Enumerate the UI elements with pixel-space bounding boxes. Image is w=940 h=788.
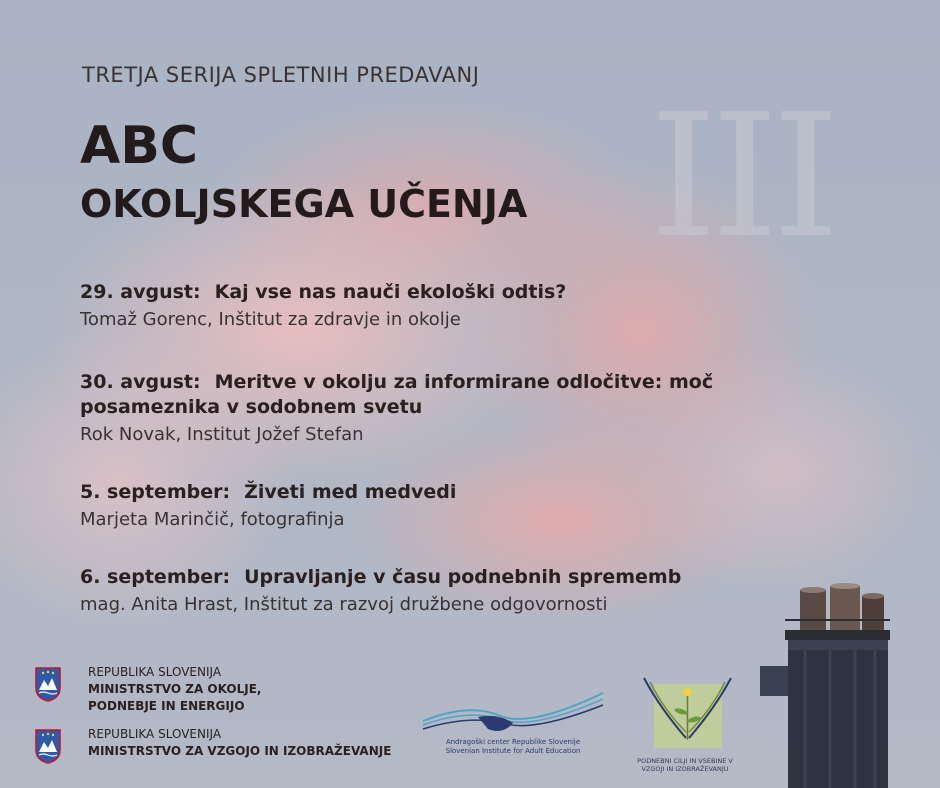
event-topic: Kaj vse nas nauči ekološki odtis? — [214, 281, 567, 303]
ministry-environment — [34, 664, 408, 715]
event-topic: Meritve v okolju za informirane odločitve: moč posameznika v sodobnem svetu — [80, 371, 714, 418]
roman-numeral-watermark: III — [650, 78, 834, 276]
acs-caption-line: Andragoški center Republike Slovenije — [445, 738, 581, 746]
ministry-line: MINISTRSTVO ZA OKOLJE, — [88, 682, 262, 696]
event-item — [80, 480, 840, 533]
acs-caption-line: Slovenian Institute for Adult Education — [445, 747, 581, 755]
event-topic: Upravljanje v času podnebnih sprememb — [244, 566, 682, 588]
event-item — [80, 565, 840, 618]
series-label: TRETJA SERIJA SPLETNIH PREDAVANJ — [82, 63, 480, 87]
event-speaker: Tomaž Gorenc, Inštitut za zdravje in okolje — [80, 309, 461, 330]
event-heading — [80, 565, 840, 590]
event-topic: Živeti med medvedi — [244, 481, 457, 503]
acs-caption — [418, 738, 608, 756]
slovenia-crest-icon — [34, 666, 62, 702]
event-date: 6. september: — [80, 566, 231, 588]
event-speaker: Rok Novak, Institut Jožef Stefan — [80, 424, 364, 445]
climate-education-caption — [620, 757, 750, 773]
ministry-text — [88, 726, 408, 760]
ministry-line: PODNEBJE IN ENERGIJO — [88, 699, 245, 713]
event-speaker: Marjeta Marinčič, fotografinja — [80, 509, 345, 530]
climate-caption-line: PODNEBNI CILJI IN VSEBINE V — [637, 757, 733, 765]
event-date: 5. september: — [80, 481, 231, 503]
event-date: 30. avgust: — [80, 371, 201, 393]
ministry-text — [88, 664, 408, 715]
title-line-2: OKOLJSKEGA UČENJA — [80, 182, 528, 226]
ministry-line: MINISTRSTVO ZA VZGOJO IN IZOBRAŽEVANJE — [88, 744, 392, 758]
event-speaker: mag. Anita Hrast, Inštitut za razvoj družbene odgovornosti — [80, 594, 608, 615]
event-heading — [80, 370, 840, 420]
event-date: 29. avgust: — [80, 281, 201, 303]
event-heading — [80, 480, 840, 505]
title-line-1: ABC — [80, 116, 199, 176]
ministry-line: REPUBLIKA SLOVENIJA — [88, 665, 222, 679]
climate-caption-line: VZGOJI IN IZOBRAŽEVANJU — [641, 765, 729, 773]
slovenia-crest-icon — [34, 728, 62, 764]
event-heading — [80, 280, 840, 305]
ministry-line: REPUBLIKA SLOVENIJA — [88, 727, 222, 741]
smokestack-illustration — [760, 578, 895, 788]
event-item — [80, 280, 840, 333]
climate-education-logo-icon — [640, 668, 735, 758]
event-item — [80, 370, 840, 448]
ministry-education — [34, 726, 408, 764]
